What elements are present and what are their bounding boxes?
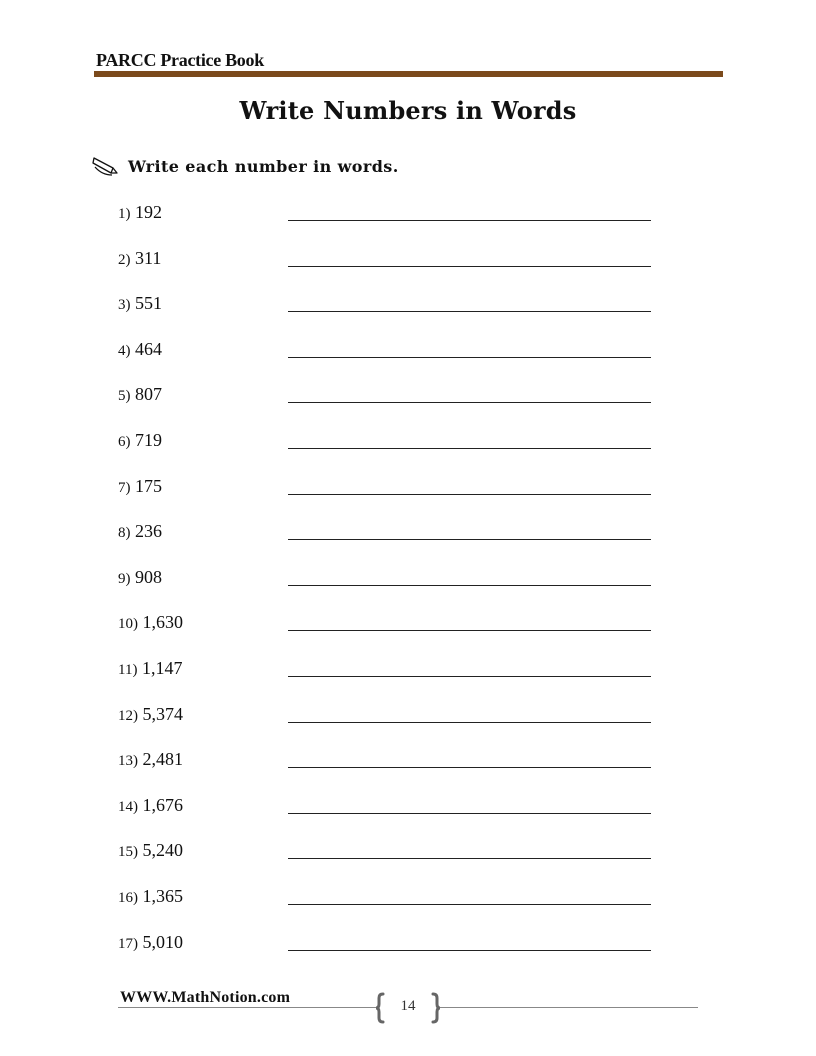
answer-line[interactable] [288, 858, 651, 859]
problem-number [118, 567, 162, 588]
problem-value: 908 [135, 566, 162, 587]
problem-value: 311 [135, 247, 162, 268]
answer-line[interactable] [288, 357, 651, 358]
problem-label: 3) [118, 297, 131, 314]
problem-label: 10) [118, 616, 138, 633]
problem-label: 15) [118, 844, 138, 861]
footer-rule-left [118, 1007, 376, 1008]
problem-row [118, 517, 658, 547]
answer-line[interactable] [288, 676, 651, 677]
problem-value: 1,147 [141, 658, 183, 678]
problem-value: 807 [135, 384, 162, 405]
problem-label: 5) [118, 388, 131, 405]
answer-line[interactable] [288, 722, 651, 723]
problem-number [118, 293, 162, 314]
problem-value: 5,374 [142, 703, 183, 724]
answer-line[interactable] [288, 220, 651, 221]
problem-label: 2) [118, 251, 131, 268]
answer-line[interactable] [288, 904, 651, 905]
problem-row [118, 335, 658, 365]
answer-line[interactable] [288, 630, 651, 631]
problem-number [118, 612, 183, 633]
problem-value: 5,240 [142, 840, 183, 861]
problem-number [118, 932, 183, 953]
problem-label: 1) [118, 206, 131, 222]
problem-row [118, 928, 658, 958]
problem-label: 7) [118, 479, 131, 496]
problem-row [118, 745, 658, 775]
page-number: 14 [400, 998, 416, 1014]
problem-row [118, 472, 658, 502]
problem-number [118, 749, 183, 770]
problem-value: 551 [135, 293, 162, 314]
problem-row [118, 654, 658, 684]
answer-line[interactable] [288, 767, 651, 768]
problem-row [118, 289, 658, 319]
problem-number [118, 704, 183, 725]
answer-line[interactable] [288, 813, 651, 814]
problem-label: 13) [118, 753, 138, 770]
problem-label: 12) [118, 707, 138, 724]
problem-value: 1,365 [142, 886, 183, 906]
problem-row [118, 244, 658, 274]
problem-value: 719 [135, 430, 162, 450]
problem-number [118, 339, 162, 360]
problem-label: 14) [118, 798, 138, 815]
answer-line[interactable] [288, 950, 651, 951]
problem-value: 2,481 [142, 749, 183, 770]
problem-label: 4) [118, 342, 131, 359]
footer-website: WWW.MathNotion.com [120, 989, 291, 1006]
instruction-text: Write each number in words. [128, 156, 399, 176]
answer-line[interactable] [288, 402, 651, 403]
answer-line[interactable] [288, 585, 651, 586]
answer-line[interactable] [288, 494, 651, 495]
problem-value: 175 [135, 475, 162, 496]
problem-row [118, 198, 658, 228]
problem-number [118, 248, 161, 269]
problem-value: 1,630 [142, 612, 183, 633]
problem-value: 464 [135, 338, 162, 359]
problem-number [118, 202, 162, 223]
problem-row [118, 791, 658, 821]
footer-rule-right [440, 1007, 698, 1008]
problem-number [118, 795, 183, 816]
problem-number [118, 886, 183, 907]
problem-value: 1,676 [142, 794, 183, 815]
problem-label: 17) [118, 935, 138, 952]
problem-value: 236 [135, 521, 162, 542]
answer-line[interactable] [288, 266, 651, 267]
page-title: Write Numbers in Words [239, 96, 577, 125]
problem-number [118, 658, 182, 679]
answer-line[interactable] [288, 448, 651, 449]
problem-value: 5,010 [142, 931, 183, 952]
problem-row [118, 882, 658, 912]
problem-row [118, 700, 658, 730]
problem-row [118, 426, 658, 456]
problem-label: 11) [118, 662, 138, 678]
problem-row [118, 380, 658, 410]
problem-label: 9) [118, 570, 131, 587]
problem-number [118, 430, 162, 451]
problem-label: 8) [118, 525, 131, 542]
problem-label: 6) [118, 434, 131, 450]
problem-number [118, 521, 162, 542]
problem-row [118, 608, 658, 638]
answer-line[interactable] [288, 311, 651, 312]
problem-number [118, 476, 162, 497]
answer-line[interactable] [288, 539, 651, 540]
page-number-box [376, 992, 440, 1022]
header-book-title: PARCC Practice Book [96, 50, 264, 70]
problem-label: 16) [118, 890, 138, 906]
problem-row [118, 563, 658, 593]
problem-row [118, 836, 658, 866]
problem-value: 192 [135, 202, 162, 222]
problem-number [118, 384, 162, 405]
problem-number [118, 840, 183, 861]
